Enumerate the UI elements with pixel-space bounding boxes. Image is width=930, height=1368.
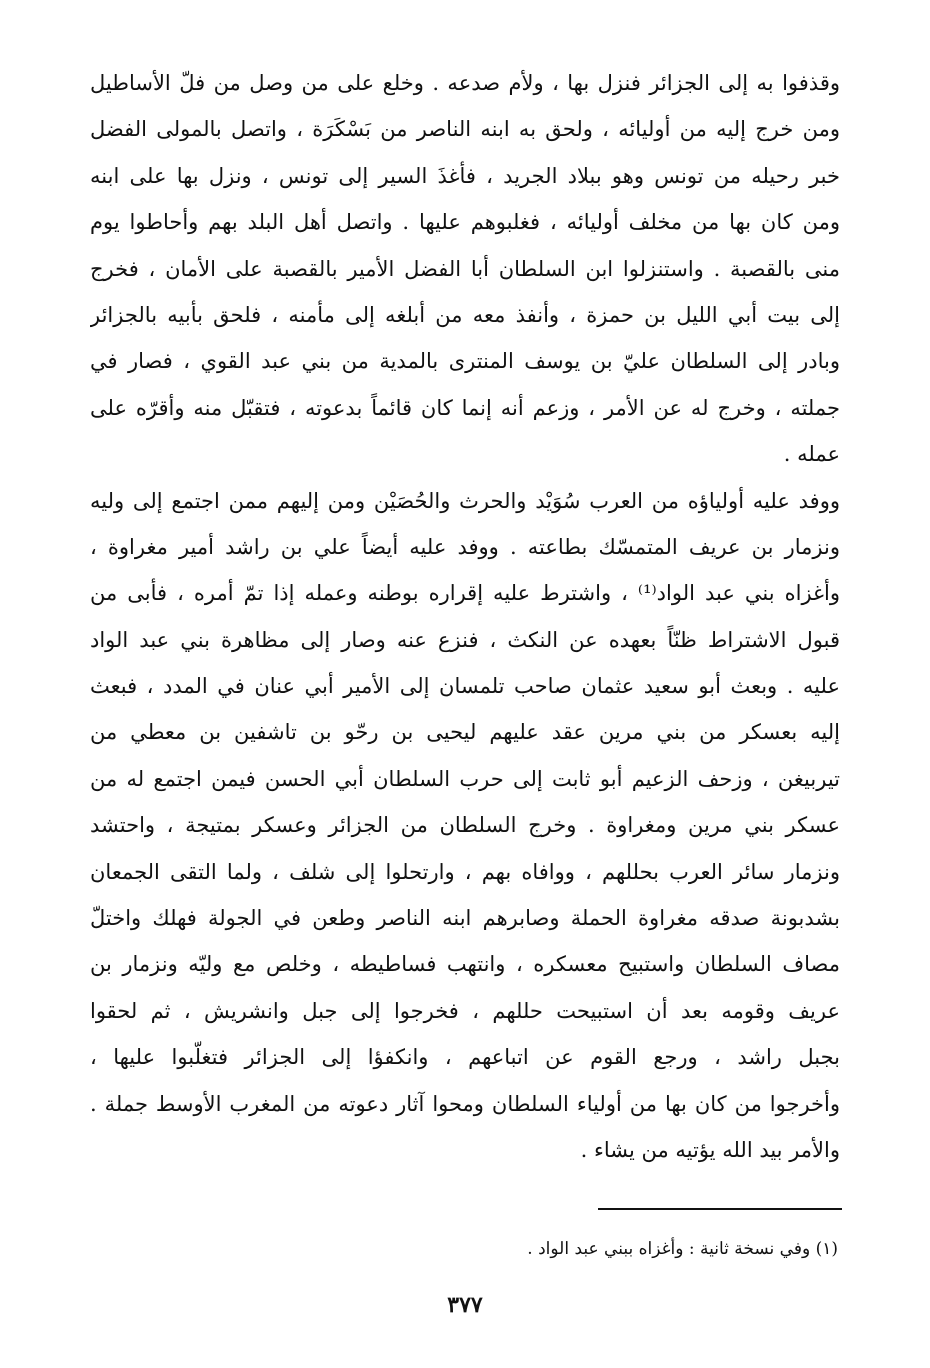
text-line: منى بالقصبة . واستنزلوا ابن السلطان أبا الفضل الأمير بالقصبة على الأمان ، فخرج <box>90 256 840 281</box>
text-line: عسكر بني مرين ومغراوة . وخرج السلطان من الجزائر وعسكر بمتيجة ، واحتشد <box>90 813 840 838</box>
text-line: مصاف السلطان واستبيح معسكره ، وانتهب فساطيطه ، وخلص مع وليّه ونزمار بن <box>90 952 840 977</box>
text-line: إليه بعسكر من بني مرين عقد عليهم ليحيى بن رحّو بن تاشفين بن معطي من <box>90 720 840 745</box>
text-line: عليه . وبعث أبو سعيد عثمان صاحب تلمسان إلى الأمير أبي عنان في المدد ، فبعث <box>90 674 840 699</box>
text-line: ونزمار سائر العرب بحللهم ، ووافاه بهم ، وارتحلوا إلى شلف ، ولما التقى الجمعان <box>90 859 840 884</box>
text-line: بشدبونة صدقه مغراوة الحملة وصابرهم ابنه الناصر وطعن في الجولة فهلك واختلّ <box>90 906 840 931</box>
text-line: قبول الاشتراط ظنّاً بعهده عن النكث ، فنزع عنه وصار إلى مظاهرة بني عبد الواد <box>90 627 840 652</box>
text-line: عريف وقومه بعد أن استبيحت حللهم ، فخرجوا إلى جبل وانشريش ، ثم لحقوا <box>90 998 840 1023</box>
text-line: ومن كان بها من مخلف أوليائه ، فغلبوهم عليها . واتصل أهل البلد بهم وأحاطوا يوم <box>90 210 840 235</box>
text-line: جملته ، وخرج له عن الأمر ، وزعم أنه إنما كان قائماً بدعوته ، فتقبّل منه وأقرّه على <box>90 395 840 420</box>
text-line: تيربيغن ، وزحف الزعيم أبو ثابت إلى حرب السلطان أبي الحسن فيمن اجتمع له من <box>90 766 840 791</box>
text-line: خبر رحيله من تونس وهو ببلاد الجريد ، فأغذَ السير إلى تونس ، ونزل بها على ابنه <box>90 163 840 188</box>
text-line: ومن خرج إليه من أوليائه ، ولحق به ابنه الناصر من بَسْكَرَة ، واتصل بالمولى الفضل <box>90 117 840 142</box>
text-line: وقذفوا به إلى الجزائر فنزل بها ، ولأم صدعه . وخلع على من وصل من فلّ الأساطيل <box>90 71 840 95</box>
footnote: (١) وفي نسخة ثانية : وأغزاه ببني عبد الواد . <box>527 1239 838 1259</box>
page-number: ٣٧٧ <box>447 1292 483 1318</box>
text-line: وأغزاه بني عبد الواد⁽¹⁾ ، واشترط عليه إقراره بوطنه وعمله إذا تمّ أمره ، فأبى من <box>90 581 840 606</box>
main-text-block <box>90 60 840 1173</box>
text-line: وبادر إلى السلطان عليّ بن يوسف المنترى بالمدية من بني عبد القوي ، فصار في <box>90 349 840 374</box>
text-line: والأمر بيد الله يؤتيه من يشاء . <box>580 1137 840 1162</box>
footnote-divider <box>598 1208 842 1210</box>
text-line: عمله . <box>783 442 840 467</box>
text-line: بجبل راشد ، ورجع القوم عن اتباعهم ، وانكفؤا إلى الجزائر فتغلّبوا عليها ، <box>90 1045 840 1070</box>
text-line: ونزمار بن عريف المتمسّك بطاعته . ووفد عليه أيضاً علي بن راشد أمير مغراوة ، <box>90 534 840 559</box>
text-line: إلى بيت أبي الليل بن حمزة ، وأنفذ معه من أبلغه إلى مأمنه ، فلحق بأبيه بالجزائر <box>90 302 840 327</box>
text-line: وأخرجوا من كان بها من أولياء السلطان ومحوا آثار دعوته من المغرب الأوسط جملة . <box>90 1091 840 1116</box>
text-line: ووفد عليه أولياؤه من العرب سُوَيْد والحرث والحُصَيْن ومن إليهم ممن اجتمع إلى وليه <box>90 488 840 513</box>
